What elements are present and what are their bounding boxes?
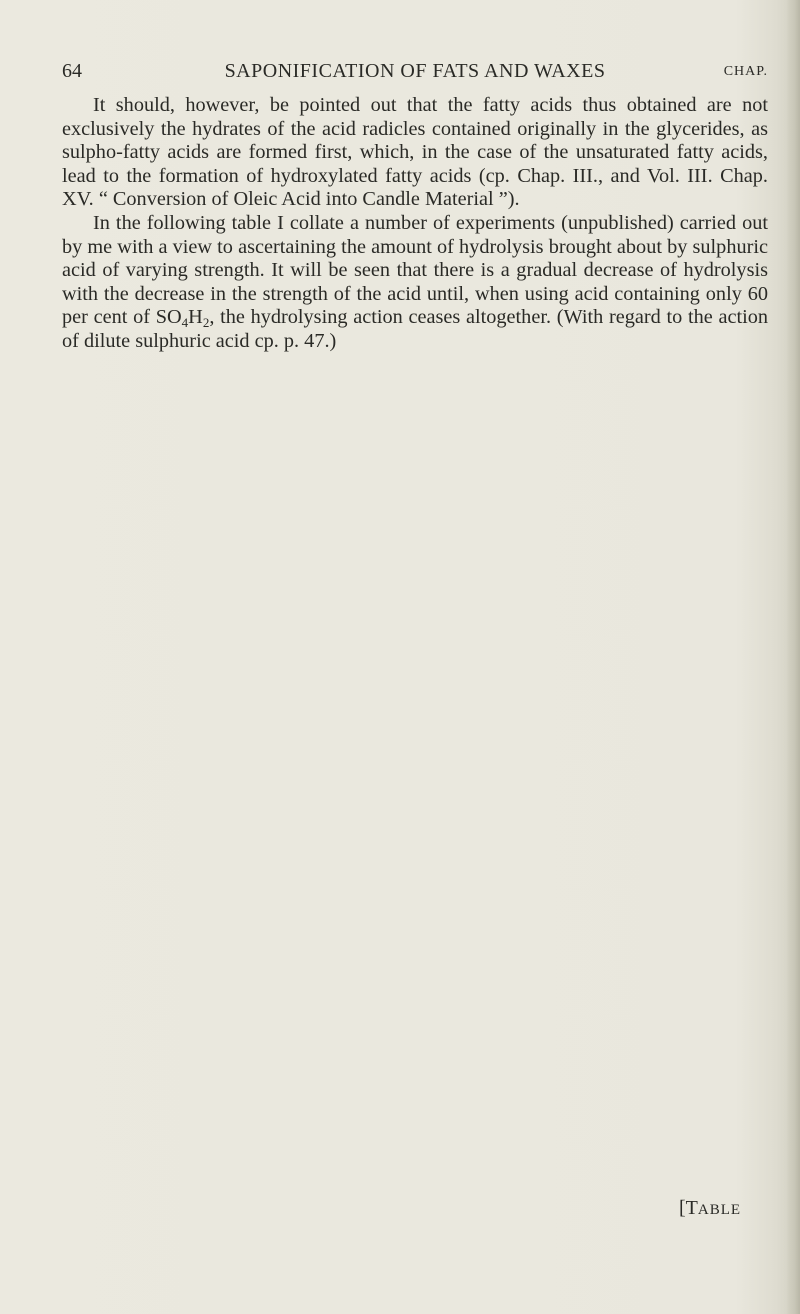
page-edge-shadow: [786, 0, 800, 1314]
page-number: 64: [62, 60, 82, 82]
paragraph-2-text-start: In the following table I collate a number of experiments (unpublished) carried out by me with a view to ascertaining the amount of hydrolysis brought about by sulphuric acid of varying strength. It will be seen that there is a gradual decrease of hydrolysis with the decrease in the strength of the acid until, when using acid containing only 60 per cent of SO: [62, 211, 768, 329]
running-title: SAPONIFICATION OF FATS AND WAXES: [224, 60, 606, 82]
paragraph-1: [62, 94, 768, 212]
body-text: [62, 94, 768, 354]
paragraph-2: [62, 212, 768, 354]
subscript-two: 2: [202, 315, 210, 331]
paragraph-1-text: It should, however, be pointed out that the fatty acids thus obtained are not exclusively the hydrates of the acid radicles contained originally in the glycerides, as sulpho-fatty acids are formed first, which, in the case of the unsaturated fatty acids, lead to the formation of hydroxylated fatty acids (cp. Chap. III., and Vol. III. Chap. XV. “ Conversion of Oleic Acid into Candle Material ”).: [62, 94, 768, 211]
paragraph-2-text-end: , the hydrolysing action ceases altogether. (With regard to the action of dilute sulphuric acid cp. p. 47.): [62, 306, 768, 352]
formula-h: H: [188, 306, 203, 329]
page-header: [62, 58, 768, 84]
catchword: [679, 1196, 741, 1222]
subscript-four: 4: [181, 315, 189, 331]
catchword-initial: [T: [679, 1197, 698, 1219]
chapter-abbreviation: CHAP.: [723, 64, 768, 79]
catchword-rest: ABLE: [697, 1202, 742, 1218]
